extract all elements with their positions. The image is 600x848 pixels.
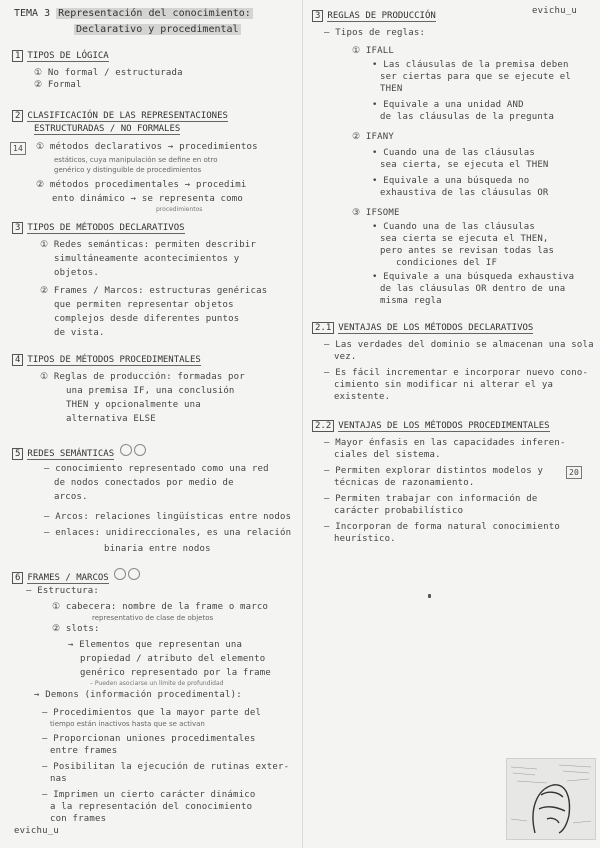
section-5-line: arcos. [54,492,88,502]
procedural-advantage-line: carácter probabilístico [334,506,464,516]
section-3-line: de vista. [54,328,105,338]
rule-ifall-line: de las cláusulas de la pregunta [380,112,555,122]
section-6-line: entre frames [50,746,118,756]
section-4-heading [12,354,201,366]
procedural-advantage-line: – Permiten trabajar con información de [324,494,538,504]
section-4-number: 4 [12,354,23,366]
procedural-advantage-line: ciales del sistema. [334,450,441,460]
section-3-line: ② Frames / Marcos: estructuras genéricas [40,286,268,296]
section-6-line: ① cabecera: nombre de la frame o marco [52,602,269,612]
section-2-item-2c: procedimientos [156,206,203,213]
rule-ifany-line: • Cuando una de las cláusulas [372,148,535,158]
declarative-advantage-line: – Es fácil incrementar e incorporar nuevo cono- [324,368,589,378]
section-3-line: simultáneamente acontecimientos y [54,254,240,264]
rules-intro: – Tipos de reglas: [324,28,426,38]
section-4-line: una premisa IF, una conclusión [66,386,235,396]
reference-circle-icon [128,568,140,580]
section-6-line: – Posibilitan la ejecución de rutinas exter- [42,762,290,772]
section-3-title: TIPOS DE MÉTODOS DECLARATIVOS [27,223,185,233]
section-6-line: con frames [50,814,107,824]
section-2-item-2b: ento dinámico → se representa como [52,194,244,204]
rules-title: REGLAS DE PRODUCCIÓN [327,11,436,21]
rules-number: 3 [312,10,323,22]
section-2-title-line1: CLASIFICACIÓN DE LAS REPRESENTACIONES [27,111,228,121]
rule-ifsome-line: condiciones del IF [396,258,498,268]
section-6-line: – Imprimen un cierto carácter dinámico [42,790,256,800]
procedural-advantages-title: VENTAJAS DE LOS MÉTODOS PROCEDIMENTALES [338,421,550,431]
section-5-line: binaria entre nodos [104,544,211,554]
declarative-advantage-line: – Las verdades del dominio se almacenan una sola [324,340,594,350]
section-3-line: complejos desde diferentes puntos [54,314,240,324]
declarative-advantage-line: existente. [334,392,391,402]
rule-ifsome-line: pero antes se revisan todas las [380,246,555,256]
rule-ifall-line: THEN [380,84,403,94]
rule-ifsome-line: • Cuando una de las cláusulas [372,222,535,232]
rule-ifsome-line: • Equivale a una búsqueda exhaustiva [372,272,575,282]
procedural-advantage-line: heurístico. [334,534,396,544]
section-1-item-2: ② Formal [34,80,82,90]
procedural-advantage-line: – Permiten explorar distintos modelos y [324,466,544,476]
procedural-advantages-page-tag: 20 [566,466,582,479]
rule-ifsome-line: sea cierta se ejecuta el THEN, [380,234,549,244]
section-6-line: – Pueden asociarse un límite de profundidad [90,680,224,687]
declarative-advantage-line: vez. [334,352,357,362]
procedural-advantage-line: – Incorporan de forma natural conocimiento [324,522,560,532]
section-2-number: 2 [12,110,23,122]
section-5-line: – Arcos: relaciones lingüísticas entre nodos [44,512,292,522]
section-6-title: FRAMES / MARCOS [27,573,109,583]
section-6-line: – Procedimientos que la mayor parte del [42,708,262,718]
rule-ifany-label: ② IFANY [352,132,394,142]
rule-ifall-line: • Las cláusulas de la premisa deben [372,60,569,70]
section-6-line: → Elementos que representan una [68,640,243,650]
section-5-line: de nodos conectados por medio de [54,478,234,488]
section-4-title: TIPOS DE MÉTODOS PROCEDIMENTALES [27,355,201,365]
section-4-line: THEN y opcionalmente una [66,400,201,410]
declarative-advantages-title: VENTAJAS DE LOS MÉTODOS DECLARATIVOS [338,323,534,333]
section-3-heading [12,222,185,234]
procedural-advantage-line: técnicas de razonamiento. [334,478,475,488]
section-6-line: propiedad / atributo del elemento [80,654,266,664]
rules-heading [312,10,436,22]
section-6-number: 6 [12,572,23,584]
section-6-line: nas [50,774,67,784]
section-5-heading [12,444,148,460]
declarative-advantages-number: 2.1 [312,322,334,334]
reference-circle-icon [114,568,126,580]
section-5-line: – enlaces: unidireccionales, es una relación [44,528,292,538]
declarative-advantages-heading [312,322,533,334]
declarative-advantage-line: cimiento sin modificar ni alterar el ya [334,380,554,390]
section-2-item-1a: ① métodos declarativos → procedimientos [36,142,258,152]
sketch-image [506,758,596,840]
left-column [6,0,306,848]
section-1-item-1: ① No formal / estructurada [34,68,183,78]
rule-ifany-line: exhaustiva de las cláusulas OR [380,188,549,198]
rule-ifsome-line: de las cláusulas OR dentro de una [380,284,566,294]
section-6-line: – Estructura: [26,586,100,596]
section-3-line: objetos. [54,268,99,278]
right-column [306,0,596,848]
section-2-item-1b: estáticos, cuya manipulación se define en otro [54,156,218,164]
section-3-number: 3 [12,222,23,234]
section-5-title: REDES SEMÁNTICAS [27,449,115,459]
section-3-line: ① Redes semánticas: permiten describir [40,240,257,250]
section-6-line: a la representación del conocimiento [50,802,253,812]
sketch-drawing [507,759,595,839]
rule-ifsome-line: misma regla [380,296,442,306]
section-4-line: ① Reglas de producción: formadas por [40,372,245,382]
section-6-line: representativo de clase de objetos [92,614,214,622]
rule-ifall-line: • Equivale a una unidad AND [372,100,524,110]
section-6-line: ② slots: [52,624,100,634]
page-subtitle [74,24,241,36]
section-5-line: – conocimiento representado como una red [44,464,269,474]
reference-circle-icon [134,444,146,456]
title-line2: Declarativo y procedimental [76,24,239,35]
rule-ifsome-label: ③ IFSOME [352,208,400,218]
section-4-line: alternativa ELSE [66,414,156,424]
title-prefix: TEMA 3 [14,8,51,19]
section-1-heading [12,50,109,62]
section-1-title: TIPOS DE LÓGICA [27,51,109,61]
title-line1: Representación del conocimiento: [58,8,251,19]
section-3-line: que permiten representar objetos [54,300,234,310]
section-2-item-2a: ② métodos procedimentales → procedimi [36,180,247,190]
section-6-heading [12,568,142,584]
section-6-line: → Demons (información procedimental): [34,690,242,700]
rule-ifall-label: ① IFALL [352,46,394,56]
page-title [14,8,253,20]
procedural-advantage-line: – Mayor énfasis en las capacidades inferen- [324,438,566,448]
section-1-number: 1 [12,50,23,62]
rule-ifany-line: sea cierta, se ejecuta el THEN [380,160,549,170]
section-2-heading [12,110,228,122]
pen-mark [428,594,431,598]
section-2-title-line2: ESTRUCTURADAS / NO FORMALES [34,124,181,134]
section-2-item-1c: genérico y distinguible de procedimientos [54,166,202,174]
section-6-line: genérico representado por la frame [80,668,272,678]
watermark-bottom: evichu_u [14,826,59,836]
section-6-line: – Proporcionan uniones procedimentales [42,734,256,744]
reference-circle-icon [120,444,132,456]
watermark-top: evichu_u [532,6,577,16]
procedural-advantages-number: 2.2 [312,420,334,432]
section-2-heading-line2 [34,124,180,135]
section-6-line: tiempo están inactivos hasta que se activan [50,720,205,728]
section-2-page-tag: 14 [10,142,26,155]
procedural-advantages-heading [312,420,550,432]
section-5-number: 5 [12,448,23,460]
rule-ifany-line: • Equivale a una búsqueda no [372,176,530,186]
rule-ifall-line: ser ciertas para que se ejecute el [380,72,572,82]
